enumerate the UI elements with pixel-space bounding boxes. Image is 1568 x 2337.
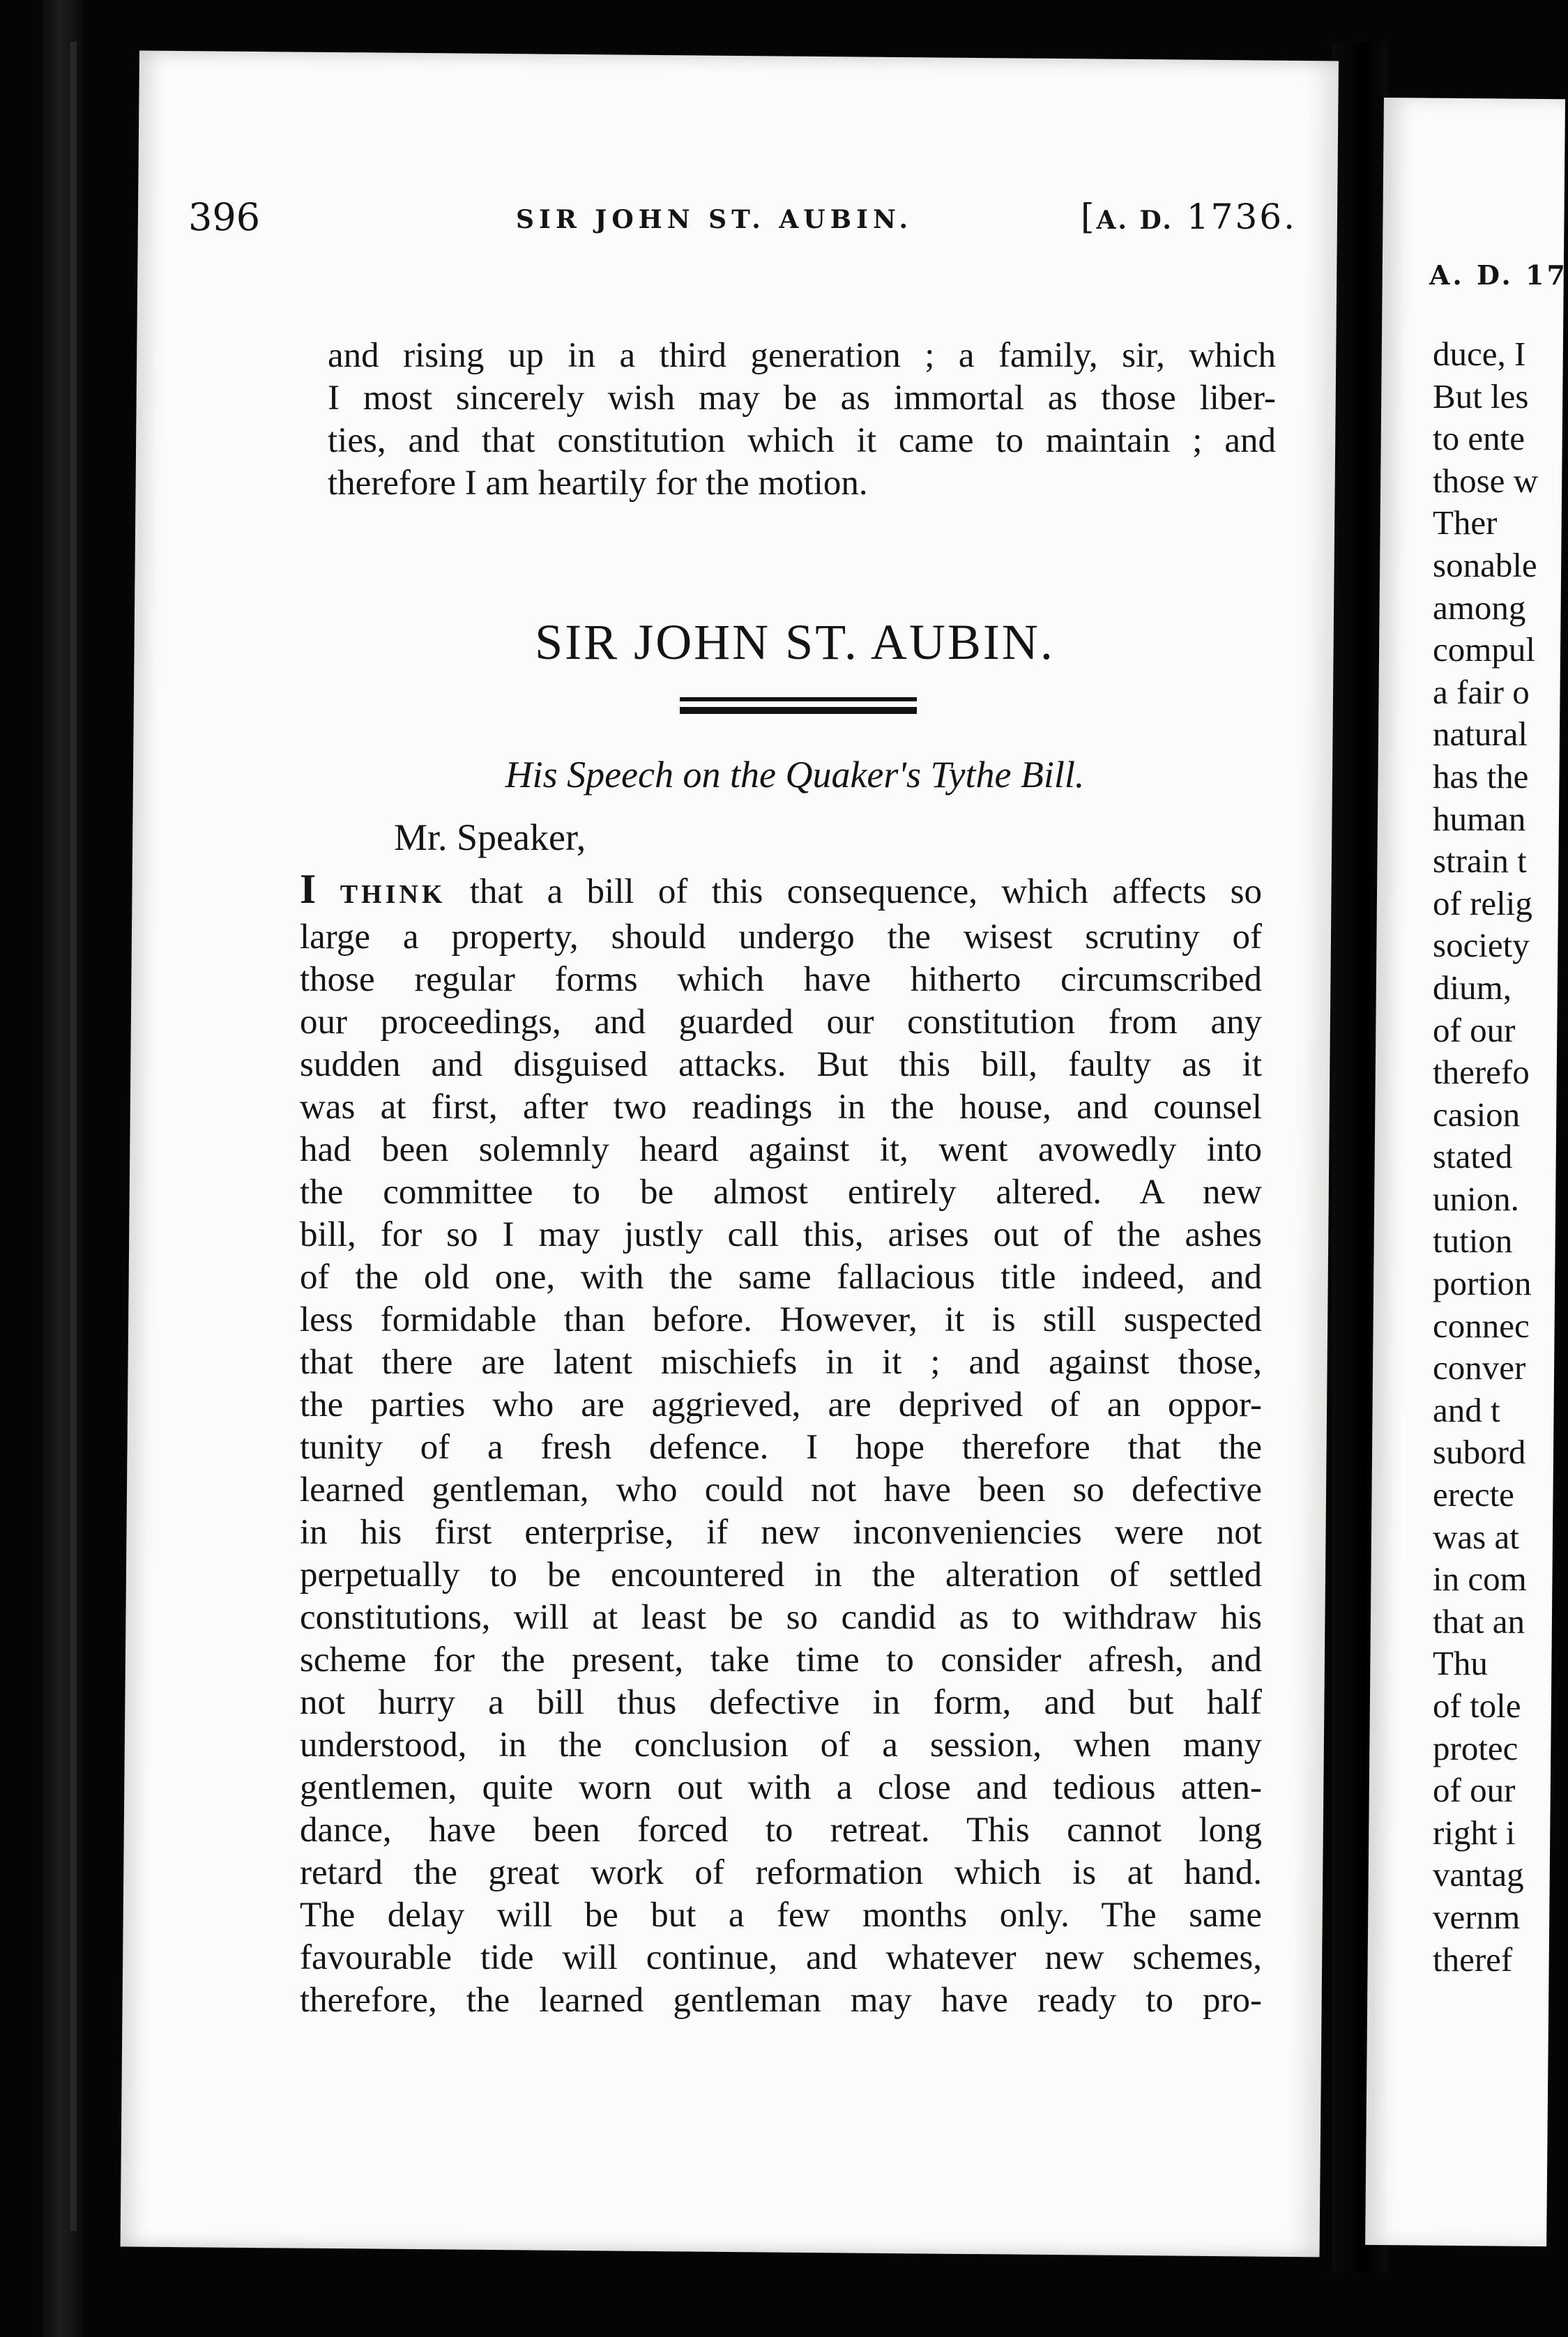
text-line: the committee to be almost entirely altered. A new <box>300 1173 1262 1212</box>
fragment-line: connec <box>1433 1306 1530 1345</box>
text-line: not hurry a bill thus defective in form, and but half <box>300 1683 1262 1722</box>
right-page-running-head: A. D. 17 <box>1429 259 1568 291</box>
text-line: those regular forms which have hitherto circumscribed <box>300 960 1262 999</box>
speech-body <box>300 868 1262 2022</box>
fragment-line: those w <box>1433 461 1539 500</box>
fragment-line: conver <box>1433 1348 1526 1387</box>
speech-first-line <box>300 868 1262 916</box>
text-line: learned gentleman, who could not have been so defective <box>300 1470 1262 1509</box>
first-word: THINK <box>340 880 446 909</box>
rule-thick <box>680 707 917 714</box>
text-line: gentlemen, quite worn out with a close and tedious atten- <box>300 1768 1262 1807</box>
rule-thin <box>680 697 917 701</box>
fragment-line: has the <box>1433 756 1529 796</box>
fragment-line: protec <box>1433 1728 1518 1767</box>
fragment-line: a fair o <box>1433 672 1530 711</box>
text-line: was at first, after two readings in the house, and counsel <box>300 1088 1262 1127</box>
date-year: 1736. <box>1186 197 1297 237</box>
text-line: had been solemnly heard against it, went avowedly into <box>300 1130 1262 1169</box>
fragment-line: of tole <box>1433 1687 1521 1725</box>
text-line: dance, have been forced to retreat. This cannot long <box>300 1811 1262 1850</box>
text-line: therefore, the learned gentleman may have ready to pro- <box>300 1981 1262 2020</box>
text-line: The delay will be but a few months only. The same <box>300 1896 1262 1935</box>
section-subtitle: His Speech on the Quaker's Tythe Bill. <box>505 754 1085 796</box>
fragment-line: human <box>1433 799 1526 838</box>
text-line: that there are latent mischiefs in it ; and against those, <box>300 1343 1262 1382</box>
fragment-line: stated <box>1433 1137 1513 1176</box>
fragment-line: strain t <box>1433 842 1527 881</box>
fragment-line: Ther <box>1433 503 1498 542</box>
fragment-line: erecte <box>1433 1475 1514 1514</box>
text-line: less formidable than before. However, it is still suspected <box>300 1300 1262 1339</box>
date-bracket: [ <box>1080 197 1097 237</box>
fragment-line: of our <box>1433 1010 1516 1049</box>
fragment-line: sonable <box>1433 545 1537 584</box>
text-line: favourable tide will continue, and whatever new schemes, <box>300 1938 1262 1977</box>
fragment-line: natural <box>1433 715 1528 754</box>
fragment-line: of relig <box>1433 883 1532 922</box>
fragment-line: But les <box>1433 376 1529 416</box>
fragment-line: Thu <box>1433 1644 1488 1683</box>
running-head <box>188 195 1297 272</box>
running-date <box>1081 197 1297 237</box>
text-line: tunity of a fresh defence. I hope therefore that the <box>300 1428 1262 1467</box>
text-line: constitutions, will at least be so candid as to withdraw his <box>300 1598 1262 1637</box>
text-line: of the old one, with the same fallacious title indeed, and <box>300 1258 1262 1297</box>
running-title: SIR JOHN ST. AUBIN. <box>516 205 913 234</box>
fragment-line: among <box>1433 588 1526 627</box>
fragment-line: casion <box>1433 1095 1521 1134</box>
fragment-line: therefo <box>1433 1053 1530 1092</box>
text-line: scheme for the present, take time to consider afresh, and <box>300 1641 1262 1680</box>
text-line: bill, for so I may justly call this, arises out of the ashes <box>300 1215 1262 1254</box>
spine-edge <box>70 42 77 2231</box>
text-line: the parties who are aggrieved, are deprived of an oppor- <box>300 1385 1262 1424</box>
fragment-line: duce, I <box>1433 335 1526 373</box>
fragment-line: vantag <box>1433 1855 1524 1894</box>
fragment-line: tution <box>1433 1221 1513 1261</box>
text-line: large a property, should undergo the wisest scrutiny of <box>300 918 1262 957</box>
fragment-line: theref <box>1433 1940 1513 1979</box>
fragment-line: dium, <box>1433 968 1512 1007</box>
fragment-line: to ente <box>1433 419 1525 458</box>
double-rule-divider <box>680 697 917 715</box>
page-number: 396 <box>188 195 261 239</box>
fragment-line: union. <box>1433 1179 1519 1218</box>
salutation: Mr. Speaker, <box>394 816 586 858</box>
fragment-line: was at <box>1433 1517 1519 1556</box>
text-line: therefore I am heartily for the motion. <box>328 464 868 503</box>
first-line-rest: that a bill of this consequence, which affects so <box>469 872 1262 911</box>
fragment-line: right i <box>1433 1813 1516 1852</box>
fragment-line: and t <box>1433 1390 1500 1429</box>
fragment-line: in com <box>1433 1560 1527 1599</box>
fragment-line: subord <box>1433 1433 1526 1472</box>
text-line: in his first enterprise, if new inconveniencies were not <box>300 1513 1262 1552</box>
text-line: and rising up in a third generation ; a family, sir, which <box>328 336 1276 375</box>
section-title: SIR JOHN ST. AUBIN. <box>535 614 1055 670</box>
fragment-line: of our <box>1433 1771 1516 1810</box>
fragment-line: vernm <box>1433 1897 1521 1936</box>
fragment-line: that an <box>1433 1601 1525 1641</box>
right-page-text-fragments <box>1433 333 1538 1981</box>
text-line: retard the great work of reformation which is at hand. <box>300 1853 1262 1892</box>
fragment-line: compul <box>1433 630 1535 669</box>
text-line: our proceedings, and guarded our constitution from any <box>300 1003 1262 1042</box>
closing-paragraph <box>328 335 1276 505</box>
text-line: perpetually to be encountered in the alteration of settled <box>300 1555 1262 1594</box>
book-spine <box>42 0 84 2337</box>
fragment-line: society <box>1433 926 1530 965</box>
text-line: I most sincerely wish may be as immortal as those liber- <box>328 379 1276 418</box>
text-line: ties, and that constitution which it came to maintain ; and <box>328 421 1276 460</box>
fragment-line: portion <box>1433 1264 1532 1303</box>
text-line: sudden and disguised attacks. But this bill, faulty as it <box>300 1045 1262 1084</box>
drop-cap: I <box>300 866 317 912</box>
text-line: understood, in the conclusion of a session, when many <box>300 1726 1262 1765</box>
date-ad: A. D. <box>1096 206 1173 235</box>
